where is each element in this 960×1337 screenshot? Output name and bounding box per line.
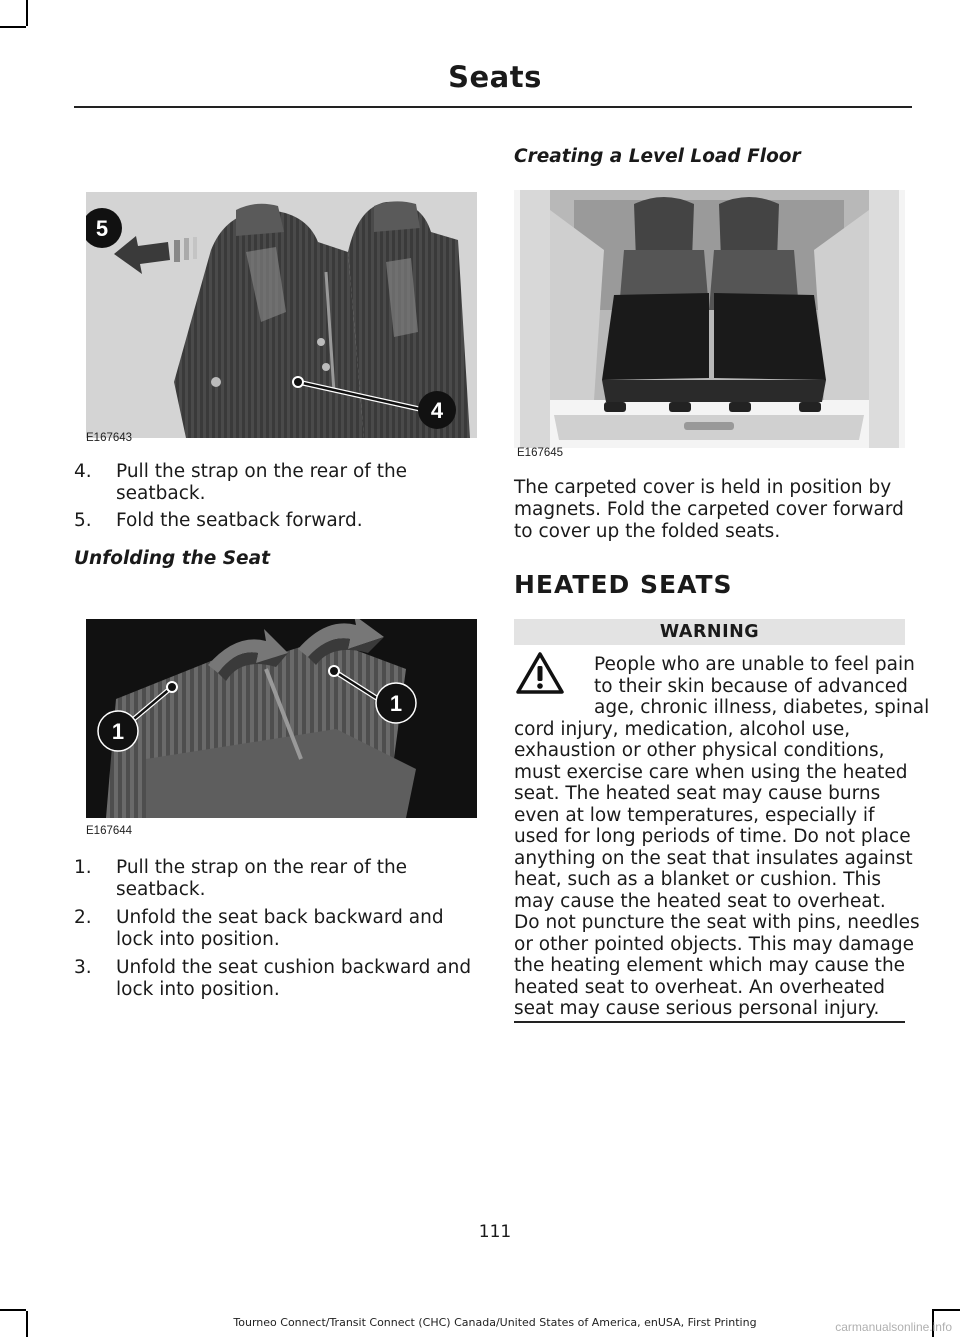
list-item: 1. Pull the strap on the rear of the seatback. xyxy=(74,857,408,900)
subheading: Creating a Level Load Floor xyxy=(514,146,801,167)
section-title: HEATED SEATS xyxy=(514,570,733,599)
list-item: 2. Unfold the seat back backward and lock into position. xyxy=(74,907,444,950)
watermark: carmanualsonline.info xyxy=(835,1320,952,1334)
crop-mark xyxy=(26,0,28,26)
crop-mark xyxy=(932,1309,960,1311)
paragraph: The carpeted cover is held in position by magnets. Fold the carpeted cover forward to cover up the folded seats. xyxy=(514,477,904,542)
arrow-left-icon xyxy=(114,236,197,274)
warning-label: WARNING xyxy=(514,619,905,645)
callout-label: 5 xyxy=(95,216,109,241)
page-number: 111 xyxy=(478,1222,512,1242)
header-divider xyxy=(74,106,912,108)
list-item: 3. Unfold the seat cushion backward and lock into position. xyxy=(74,957,472,1000)
page-title: Seats xyxy=(448,60,542,94)
figure-code: E167643 xyxy=(86,432,133,444)
figure-code: E167645 xyxy=(517,447,564,459)
figure-unfold-seat xyxy=(86,619,477,818)
warning-text: People who are unable to feel pain to their skin because of advanced age, chronic illness, diabetes, spinal cord injury, medication, alcohol use, exhaustion or other physical conditions, must exercise care when using the heated seat. The heated seat may cause burns even at low temperatures, especially if used for long periods of time. Do not place anything on the seat that insulates against heat, such as a blanket or cushion. This may cause the heated seat to overheat. Do not puncture the seat with pins, needles or other pointed objects. This may damage the heating element which may cause the heated seat to overheat. An overheated seat may cause serious personal injury. xyxy=(514,654,930,1019)
callout-label: 4 xyxy=(430,398,444,423)
subheading: Unfolding the Seat xyxy=(74,548,270,569)
figure-level-load-floor xyxy=(514,190,905,448)
crop-mark xyxy=(0,26,26,28)
warning-divider xyxy=(514,1021,905,1023)
footer-text: Tourneo Connect/Transit Connect (CHC) Canada/United States of America, enUSA, First Printing xyxy=(233,1316,757,1329)
crop-mark xyxy=(0,1309,26,1311)
cargo-area-illustration xyxy=(514,190,905,448)
list-item: 4. Pull the strap on the rear of the seatback. xyxy=(74,461,408,504)
list-item: 5. Fold the seatback forward. xyxy=(74,510,363,531)
figure-code: E167644 xyxy=(86,825,133,837)
callout-label: 1 xyxy=(111,719,125,744)
figure-fold-seatback xyxy=(86,192,477,438)
callout-label: 1 xyxy=(389,691,403,716)
unfold-illustration xyxy=(86,619,477,818)
seatback-illustration xyxy=(86,192,477,438)
